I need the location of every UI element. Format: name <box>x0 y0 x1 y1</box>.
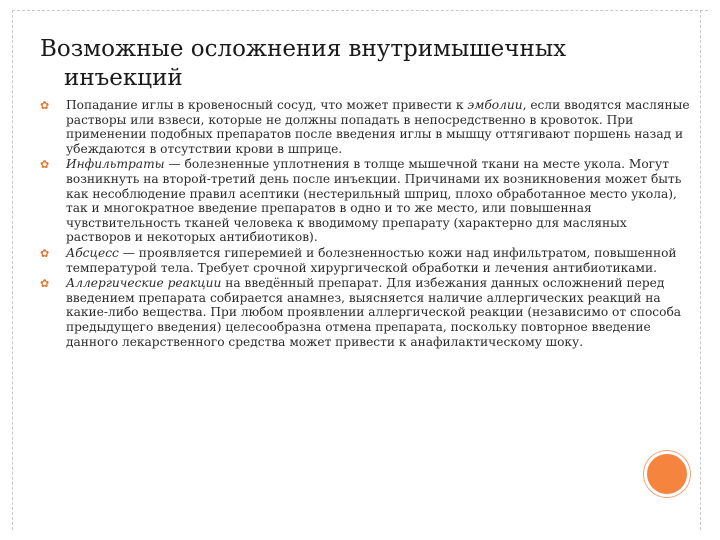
flower-bullet-icon: ✿ <box>40 99 50 112</box>
frame-top-border <box>12 10 708 12</box>
list-item <box>40 157 690 245</box>
list-item <box>40 98 690 156</box>
item-text-after: на введённый препарат. Для избежания данных осложнений перед введением препарата собирается анамнез, выясняется наличие аллергических реакций на какие-либо вещества. При любом проявлении аллергической реакции (независимо от способа предыдущего введения) целесообразна отмена препарата, поскольку повторное введение данного лекарственного средства может привести к анафилактическому шоку. <box>66 276 682 349</box>
item-term: Абсцесс <box>66 245 119 260</box>
flower-bullet-icon: ✿ <box>40 277 50 291</box>
list-item-text <box>66 98 690 156</box>
frame-left-border <box>12 10 14 530</box>
list-item-text <box>66 276 690 349</box>
decorative-orange-circle <box>644 451 690 497</box>
bullet-list <box>40 98 690 350</box>
item-text-after: , если вводятся масляные растворы или взвеси, которые не должны попадать в непосредственно в кровоток. При применении подобных препаратов после введения иглы в мышцу оттягивают поршень назад и убеждаются в отсутствии крови в шприце. <box>66 98 690 156</box>
flower-bullet-icon: ✿ <box>40 158 50 172</box>
item-term: эмболии <box>467 98 523 112</box>
item-text-before: Попадание иглы в кровеносный сосуд, что может привести к <box>66 98 468 112</box>
list-item-text <box>66 157 690 245</box>
title-line-1: Возможные осложнения внутримышечных <box>40 36 567 63</box>
list-item <box>40 246 690 275</box>
title-line-2: инъекций <box>64 65 183 92</box>
item-term: Инфильтраты <box>66 157 165 172</box>
frame-right-border <box>700 10 702 530</box>
item-term: Аллергические реакции <box>66 276 222 291</box>
slide-title <box>40 35 680 93</box>
flower-bullet-icon: ✿ <box>40 246 50 260</box>
item-text-after: — проявляется гиперемией и болезненностью кожи над инфильтратом, повышенной температурой тела. Требует срочной хирургической обработки и лечения антибиотиками. <box>66 245 677 275</box>
item-text-after: — болезненные уплотнения в толще мышечной ткани на месте укола. Могут возникнуть на второй-третий день после инъекции. Причинами их возникновения может быть как несоблюдение правил асептики (нестерильный шприц, плохо обработанное место укола), так и многократное введение препаратов в одно и то же место, или повышенная чувствительность тканей человека к вводимому препарату (характерно для масляных растворов и некоторых антибиотиков). <box>66 157 682 245</box>
list-item <box>40 276 690 349</box>
list-item-text <box>66 246 690 275</box>
